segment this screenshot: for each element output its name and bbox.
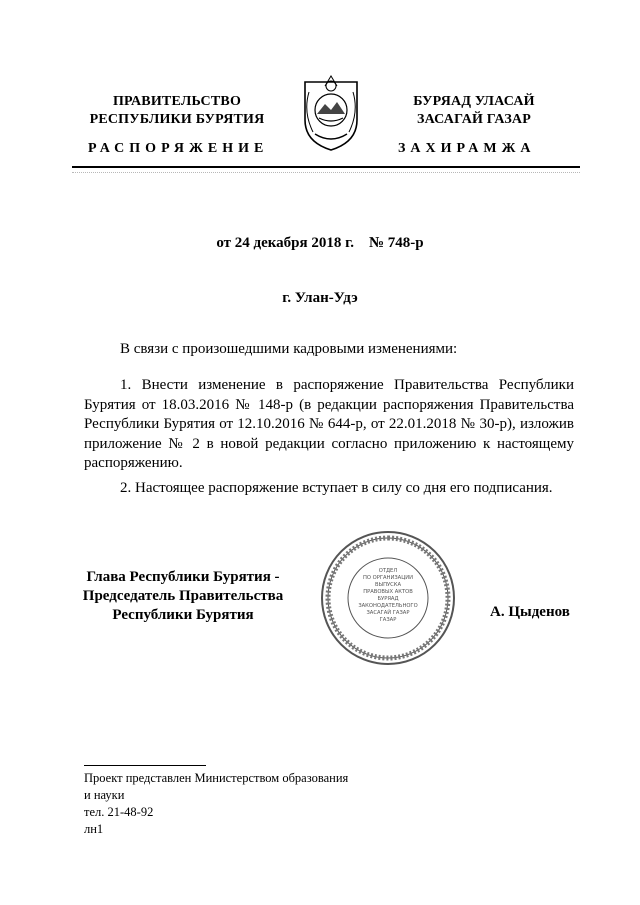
- footnote-phone: тел. 21-48-92: [84, 805, 154, 819]
- document-date-number: от 24 декабря 2018 г. № 748-р: [216, 235, 424, 251]
- signatory-title-line3: Республики Бурятия: [112, 607, 254, 623]
- signatory-name: А. Цыденов: [490, 604, 570, 620]
- header-right-line2: ЗАСАГАЙ ГАЗАР: [416, 112, 531, 127]
- signatory-title-line2: Председатель Правительства: [82, 588, 284, 604]
- stamp-line-1: ОТДЕЛ: [378, 568, 398, 574]
- item-1-paragraph: 1. Внести изменение в распоряжение Правительства Республики Бурятия от 18.03.2016 № 148-р (в редакции распоряжения Правительства Республики Бурятия от 12.10.2016 № 644-р, от 22.01.2018 № 30-р), изложив приложение № 2 в новой редакции согласно приложению к настоящему распоряжению.: [84, 377, 574, 471]
- stamp-line-8: ГАЗАР: [379, 617, 397, 623]
- doc-type-left: РАСПОРЯЖЕНИЕ: [88, 141, 269, 156]
- header-dotted-divider: [72, 172, 580, 174]
- signatory-title-line1: Глава Республики Бурятия -: [86, 569, 280, 585]
- footnote-line2: и науки: [84, 788, 125, 802]
- doc-type-right: ЗАХИРАМЖА: [398, 141, 536, 156]
- header-left: [72, 93, 282, 129]
- official-stamp-icon: [318, 528, 458, 668]
- item-2-paragraph: 2. Настоящее распоряжение вступает в силу со дня его подписания.: [120, 480, 553, 496]
- stamp-line-6: ЗАКОНОДАТЕЛЬНОГО: [358, 603, 418, 609]
- footnote-code: лн1: [84, 822, 104, 836]
- stamp-line-7: ЗАСАГАЙ ГАЗАР: [366, 610, 410, 616]
- stamp-line-3: ВЫПУСКА: [374, 582, 402, 588]
- emblem-icon: [295, 72, 367, 152]
- stamp-line-5: БУРЯАД: [377, 596, 399, 602]
- header-right-line1: БУРЯАД УЛАСАЙ: [413, 94, 535, 109]
- header-left-line1: ПРАВИТЕЛЬСТВО: [112, 94, 242, 109]
- stamp-line-2: ПО ОРГАНИЗАЦИИ: [362, 575, 414, 581]
- header-divider: [72, 166, 580, 168]
- signatory-title: [78, 568, 288, 625]
- intro-paragraph: В связи с произошедшими кадровыми изменениями:: [120, 341, 458, 357]
- header-left-line2: РЕСПУБЛИКИ БУРЯТИЯ: [89, 112, 265, 127]
- footnote-line1: Проект представлен Министерством образования: [84, 771, 349, 785]
- footnote: [84, 770, 348, 821]
- stamp-line-4: ПРАВОВЫХ АКТОВ: [363, 589, 413, 595]
- footnote-rule: [84, 765, 206, 766]
- document-city: г. Улан-Удэ: [282, 290, 358, 306]
- header-right: [376, 93, 572, 129]
